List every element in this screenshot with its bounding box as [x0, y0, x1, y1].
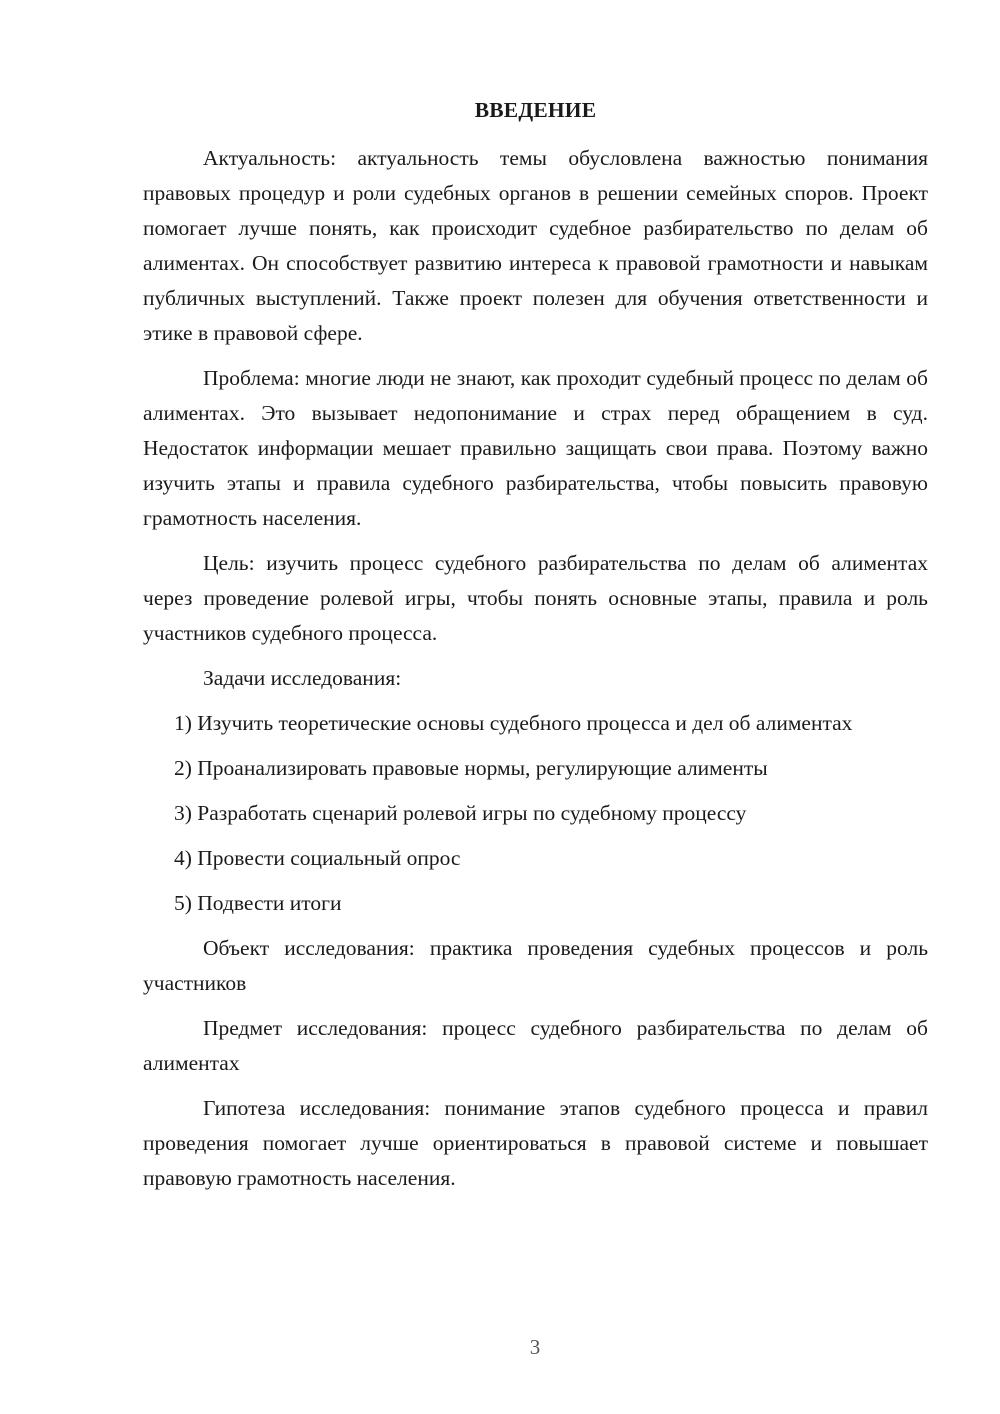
paragraph-subject: Предмет исследования: процесс судебного разбирательства по делам об алиментах [143, 1016, 928, 1075]
task-item: 3) Разработать сценарий ролевой игры по судебному процессу [174, 801, 747, 825]
paragraph-relevance: Актуальность: актуальность темы обусловлена важностью понимания правовых процедур и роли судебных органов в решении семейных споров. Проект помогает лучше понять, как происходит судебное разбирательство по делам об алиментах. Он способствует развитию интереса к правовой грамотности и навыкам публичных выступлений. Также проект полезен для обучения ответственности и этике в правовой сфере. [143, 146, 928, 345]
page-title: ВВЕДЕНИЕ [474, 98, 597, 122]
paragraph-object: Объект исследования: практика проведения судебных процессов и роль участников [143, 936, 928, 995]
paragraph-problem: Проблема: многие люди не знают, как проходит судебный процесс по делам об алиментах. Это вызывает недопонимание и страх перед обращением в суд. Недостаток информации мешает правильно защищать свои права. Поэтому важно изучить этапы и правила судебного разбирательства, чтобы повысить правовую грамотность населения. [143, 366, 928, 530]
paragraph-goal: Цель: изучить процесс судебного разбирательства по делам об алиментах через проведение ролевой игры, чтобы понять основные этапы, правила и роль участников судебного процесса. [143, 551, 928, 645]
task-item: 5) Подвести итоги [174, 891, 342, 915]
paragraph-hypothesis: Гипотеза исследования: понимание этапов судебного процесса и правил проведения помогает лучше ориентироваться в правовой системе и повышает правовую грамотность населения. [143, 1096, 928, 1190]
task-item: 4) Провести социальный опрос [174, 846, 461, 870]
page-number: 3 [529, 1335, 541, 1359]
page-content [143, 93, 928, 1196]
tasks-heading: Задачи исследования: [203, 666, 402, 690]
task-item: 1) Изучить теоретические основы судебного процесса и дел об алиментах [174, 711, 853, 735]
task-item: 2) Проанализировать правовые нормы, регулирующие алименты [174, 756, 768, 780]
